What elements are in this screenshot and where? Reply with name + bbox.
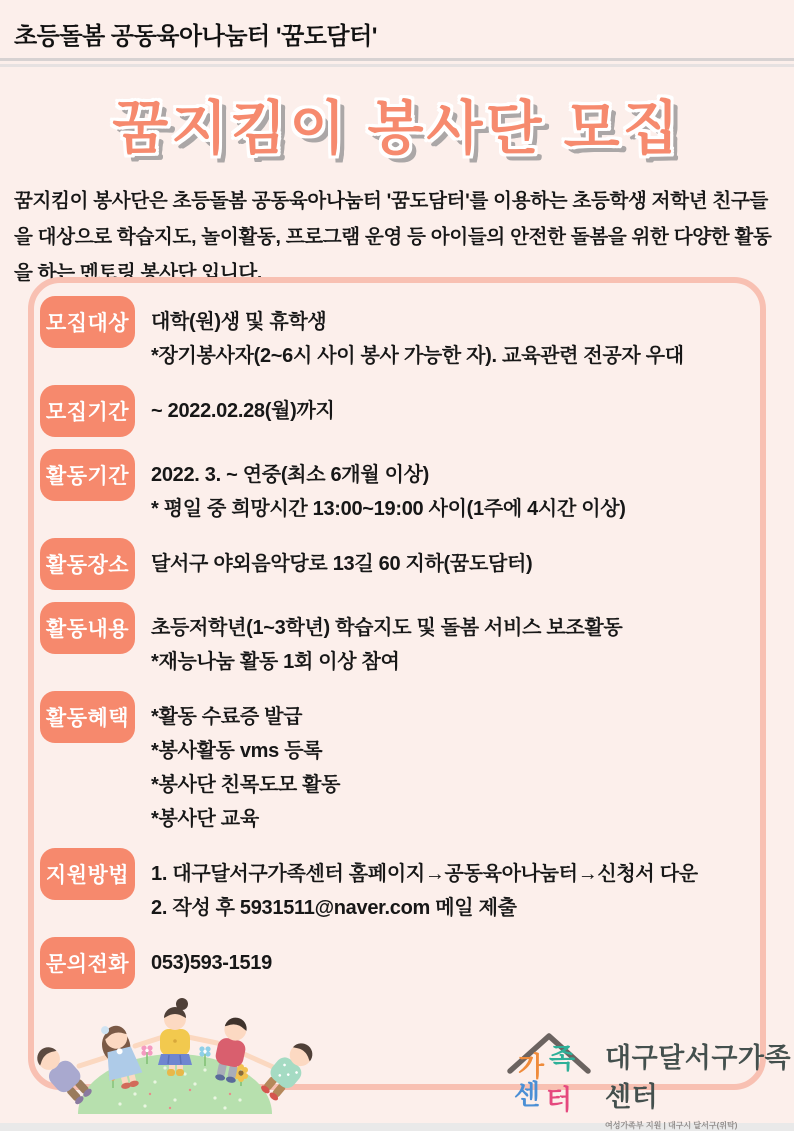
row-content	[135, 691, 750, 836]
row-content	[135, 937, 750, 980]
badge-contact-phone: 문의전화	[40, 937, 135, 989]
row-line: *봉사단 친목도모 활동	[151, 774, 341, 796]
badge-recruit-target: 모집대상	[40, 296, 135, 348]
family-center-logo-icon	[503, 1027, 595, 1115]
row-line: *봉사단 교육	[151, 808, 259, 830]
row-line: 대학(원)생 및 휴학생	[151, 311, 327, 333]
children-on-hill-illustration	[25, 982, 325, 1114]
row-content	[135, 602, 750, 679]
info-row-recruit-period	[40, 385, 750, 437]
footer-logo	[503, 1010, 794, 1131]
svg-text:터: 터	[546, 1084, 573, 1115]
badge-recruit-period: 모집기간	[40, 385, 135, 437]
info-row-recruit-target	[40, 296, 750, 373]
header-divider	[0, 58, 794, 67]
row-line: *재능나눔 활동 1회 이상 참여	[151, 651, 400, 673]
poster-main-title: 꿈지킴이 봉사단 모집	[112, 96, 682, 161]
info-row-activity-period	[40, 449, 750, 526]
logo-text-block	[605, 1010, 794, 1131]
badge-activity-period: 활동기간	[40, 449, 135, 501]
badge-activity-place: 활동장소	[40, 538, 135, 590]
info-box	[28, 277, 766, 1090]
intro-paragraph: 꿈지킴이 봉사단은 초등돌봄 공동육아나눔터 '꿈도담터'를 이용하는 초등학생 저학년 친구들을 대상으로 학습지도, 놀이활동, 프로그램 운영 등 아이들의 안전한 돌봄을 위한 다양한 활동을 하는 멘토링 봉사단 입니다.	[14, 190, 772, 284]
badge-activity-content: 활동내용	[40, 602, 135, 654]
row-line: 2022. 3. ~ 연중(최소 6개월 이상)	[151, 464, 429, 486]
svg-text:족: 족	[549, 1043, 576, 1074]
top-header-title: 초등돌봄 공동육아나눔터 '꿈도담터'	[14, 23, 378, 50]
row-line: 초등저학년(1~3학년) 학습지도 및 돌봄 서비스 보조활동	[151, 617, 623, 639]
row-line: 달서구 야외음악당로 13길 60 지하(꿈도담터)	[151, 553, 533, 575]
row-line: * 평일 중 희망시간 13:00~19:00 사이(1주에 4시간 이상)	[151, 498, 626, 520]
row-line: *봉사활동 vms 등록	[151, 740, 323, 762]
row-content	[135, 538, 750, 581]
row-line: *장기봉사자(2~6시 사이 봉사 가능한 자). 교육관련 전공자 우대	[151, 345, 684, 367]
svg-text:가: 가	[518, 1051, 545, 1082]
row-line: 2. 작성 후 5931511@naver.com 메일 제출	[151, 897, 517, 919]
row-line: ~ 2022.02.28(월)까지	[151, 400, 335, 422]
row-line: 1. 대구달서구가족센터 홈페이지→공동육아나눔터→신청서 다운	[151, 863, 698, 885]
badge-apply-method: 지원방법	[40, 848, 135, 900]
row-content	[135, 848, 750, 925]
info-row-activity-place	[40, 538, 750, 590]
org-subtitle: 여성가족부 지원 | 대구시 달서구(위탁)	[605, 1121, 738, 1130]
row-content	[135, 296, 750, 373]
info-row-apply-method	[40, 848, 750, 925]
badge-activity-benefit: 활동혜택	[40, 691, 135, 743]
phone-number: 053)593-1519	[151, 952, 272, 974]
org-name: 대구달서구가족센터	[605, 1043, 792, 1112]
svg-text:센: 센	[514, 1079, 541, 1110]
row-line: *활동 수료증 발급	[151, 706, 303, 728]
info-row-activity-benefit	[40, 691, 750, 836]
row-content	[135, 449, 750, 526]
info-row-activity-content	[40, 602, 750, 679]
child-yellow-girl	[158, 998, 192, 1076]
row-content	[135, 385, 750, 428]
